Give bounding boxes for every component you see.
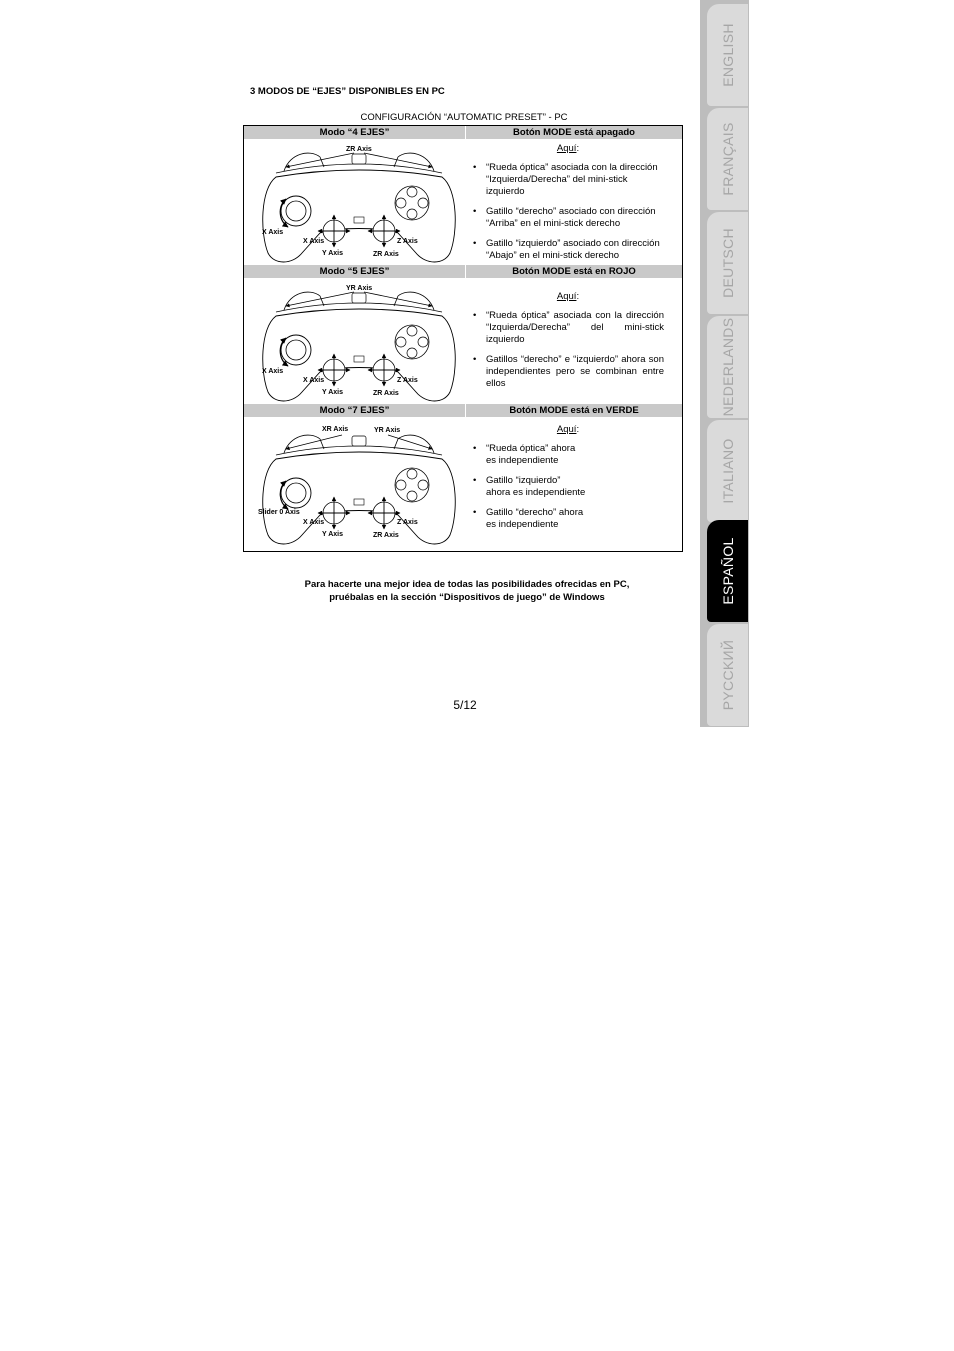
axis-label-top: ZR Axis	[346, 146, 372, 153]
axis-label-stick-y: Y Axis	[322, 389, 344, 396]
axis-label-right-zr: ZR Axis	[373, 251, 399, 258]
axis-label-top-right: YR Axis	[374, 427, 401, 434]
list-item: • “Rueda óptica” ahora es independiente	[472, 443, 586, 467]
axis-label-top: YR Axis	[346, 285, 373, 292]
section-heading: 3 MODOS DE “EJES” DISPONIBLES EN PC	[250, 86, 445, 97]
note-line: pruébalas en la sección “Dispositivos de juego” de Windows	[329, 592, 605, 603]
language-tab-label: ENGLISH	[719, 23, 736, 87]
language-tab-english[interactable]	[707, 4, 748, 106]
language-tab-nederlands[interactable]	[707, 316, 748, 418]
list-item: • Gatillo “izquierdo” ahora es independiente	[472, 475, 586, 499]
axis-label-right-zr: ZR Axis	[373, 390, 399, 397]
axis-label-left: Slider 0 Axis	[258, 509, 300, 516]
axis-label-stick-x: X Axis	[303, 519, 325, 526]
list-item: • Gatillo “derecho” asociado con dirección “Arriba” en el mini-stick derecho	[472, 206, 664, 230]
windows-note	[244, 578, 690, 604]
axis-label-right-z: Z Axis	[397, 238, 418, 245]
list-item: • “Rueda óptica” asociada con la dirección “Izquierda/Derecha” del mini-stick izquierdo	[472, 310, 664, 346]
axis-label-top-left: XR Axis	[322, 426, 349, 433]
language-tab-label: FRANÇAIS	[719, 122, 736, 196]
mode-status: Botón MODE está apagado	[513, 127, 635, 138]
mode-description-7: Aquí: • “Rueda óptica” ahora es independiente • Gatillo “izquierdo” ahora es independiente • Gatillo “derecho” ahora es independiente	[472, 424, 664, 539]
axis-label-left: X Axis	[262, 368, 284, 375]
list-item: • Gatillos “derecho” e “izquierdo” ahora son independientes pero se combinan entre ellos	[472, 354, 664, 390]
axis-label-stick-x: X Axis	[303, 238, 325, 245]
language-tab-francais[interactable]	[707, 108, 748, 210]
page-number: 5/12	[453, 698, 477, 712]
language-tab-italiano[interactable]	[707, 420, 748, 522]
language-tab-label: DEUTSCH	[719, 228, 736, 298]
axis-label-right-zr: ZR Axis	[373, 532, 399, 539]
mode-label: Modo “5 EJES”	[244, 265, 466, 278]
aqui-label: Aquí	[556, 143, 577, 154]
language-tab-label: NEDERLANDS	[719, 317, 736, 417]
gamepad-diagram-5	[254, 280, 464, 404]
gamepad-diagram-4	[254, 141, 464, 265]
mode-status: Botón MODE está en ROJO	[512, 266, 636, 277]
list-item: • Gatillo “izquierdo” asociado con dirección “Abajo” en el mini-stick derecho	[472, 238, 664, 262]
axis-label-left: X Axis	[262, 229, 284, 236]
language-tab-label: ESPAÑOL	[719, 537, 736, 605]
mode-header-5	[244, 265, 682, 278]
mode-header-7	[244, 404, 682, 417]
language-tab-deutsch[interactable]	[707, 212, 748, 314]
language-tab-label: ITALIANO	[719, 438, 736, 504]
mode-status: Botón MODE está en VERDE	[509, 405, 639, 416]
language-tab-espanol[interactable]	[707, 520, 748, 622]
mode-label: Modo “4 EJES”	[244, 126, 466, 139]
axis-label-right-z: Z Axis	[397, 519, 418, 526]
modes-table	[243, 125, 683, 552]
axis-label-stick-y: Y Axis	[322, 250, 344, 257]
note-line: Para hacerte una mejor idea de todas las posibilidades ofrecidas en PC,	[304, 579, 630, 590]
mode-description-5: Aquí: • “Rueda óptica” asociada con la dirección “Izquierda/Derecha” del mini-stick izquierdo • Gatillos “derecho” e “izquierdo” ahora son independientes pero se combinan entre ellos	[472, 291, 664, 398]
config-caption: CONFIGURACIÓN “AUTOMATIC PRESET” - PC	[360, 112, 568, 123]
mode-label: Modo “7 EJES”	[244, 404, 466, 417]
mode-description-4: Aquí: • “Rueda óptica” asociada con la dirección “Izquierda/Derecha” del mini-stick izquierdo • Gatillo “derecho” asociado con dirección “Arriba” en el mini-stick derecho • Gatillo “izquierdo” asociado con dirección “Abajo” en el mini-stick derecho	[472, 143, 664, 270]
axis-label-stick-y: Y Axis	[322, 531, 344, 538]
list-item: • “Rueda óptica” asociada con la dirección “Izquierda/Derecha” del mini-stick izquierdo	[472, 162, 664, 198]
aqui-label: Aquí	[556, 291, 577, 302]
language-tab-russian[interactable]	[707, 624, 748, 726]
axis-label-right-z: Z Axis	[397, 377, 418, 384]
mode-header-4	[244, 126, 682, 139]
list-item: • Gatillo “derecho” ahora es independiente	[472, 507, 586, 531]
gamepad-diagram-7	[254, 423, 464, 547]
language-tab-label: PYCCKИЙ	[719, 639, 736, 711]
axis-label-stick-x: X Axis	[303, 377, 325, 384]
aqui-label: Aquí	[556, 424, 577, 435]
